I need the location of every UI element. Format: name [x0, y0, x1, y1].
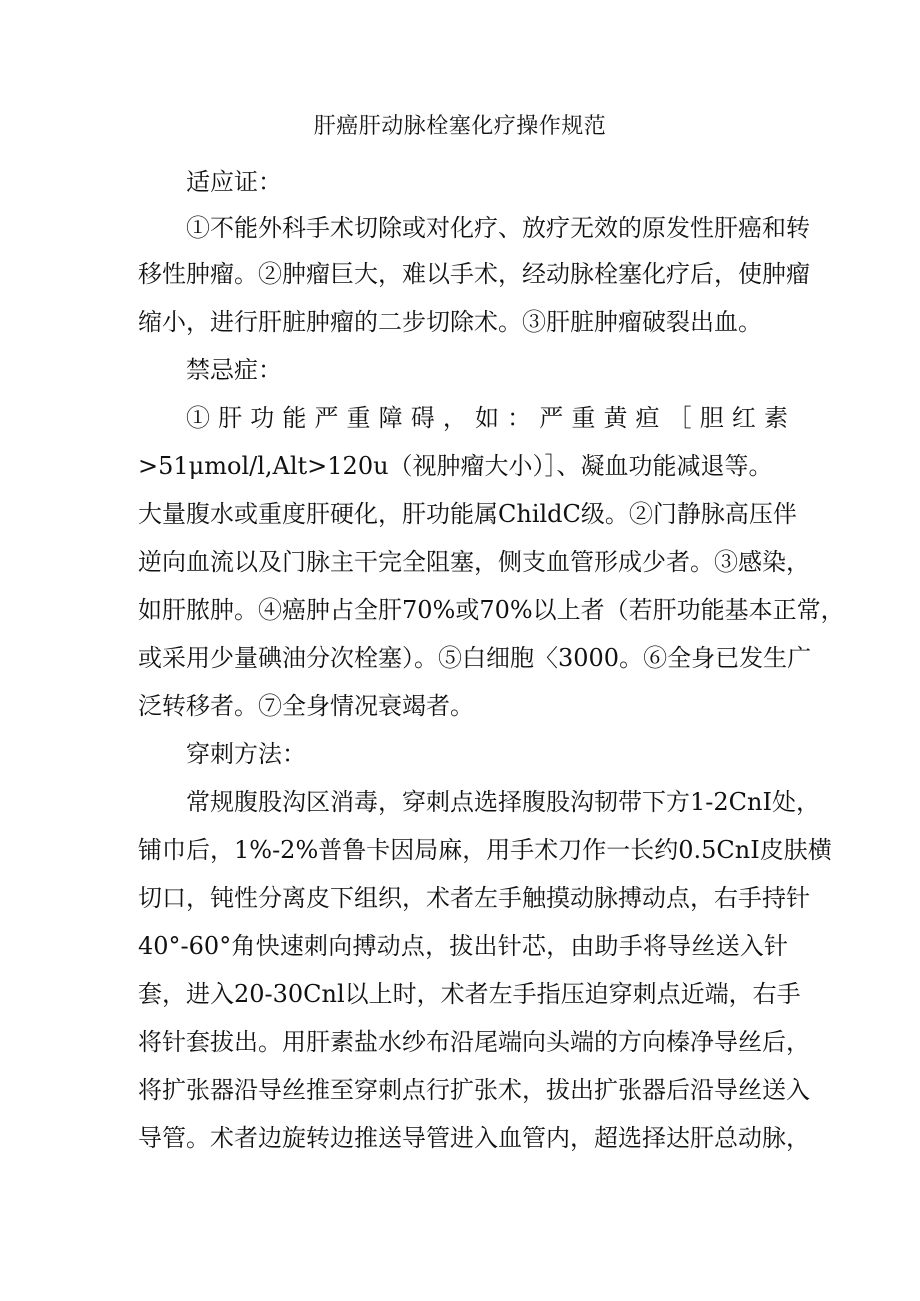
paragraph-line: 铺巾后，1%-2%普鲁卡因局麻，用手术刀作一长约0.5CnI皮肤横 [138, 836, 832, 864]
paragraph-line: 大量腹水或重度肝硬化，肝功能属ChildC级。②门静脉高压伴 [138, 500, 797, 528]
paragraph-line: 或采用少量碘油分次栓塞）。⑤白细胞〈3000。⑥全身已发生广 [138, 644, 812, 672]
section-heading-puncture-method: 穿刺方法： [186, 740, 306, 768]
paragraph-line: >51μmol/l,Alt>120u（视肿瘤大小）］、凝血功能减退等。 [138, 452, 773, 480]
paragraph-line: 泛转移者。⑦全身情况衰竭者。 [138, 692, 474, 720]
paragraph-line: 导管。术者边旋转边推送导管进入血管内，超选择达肝总动脉， [138, 1124, 810, 1152]
paragraph-line: 将针套拔出。用肝素盐水纱布沿尾端向头端的方向榛净导丝后， [138, 1028, 810, 1056]
paragraph-line: 切口，钝性分离皮下组织，术者左手触摸动脉搏动点，右手持针 [138, 884, 810, 912]
paragraph-line: 移性肿瘤。②肿瘤巨大，难以手术，经动脉栓塞化疗后，使肿瘤 [138, 260, 810, 288]
paragraph-line: 套，进入20-30Cnl以上时，术者左手指压迫穿刺点近端，右手 [138, 980, 801, 1008]
paragraph-line: 如肝脓肿。④癌肿占全肝70%或70%以上者（若肝功能基本正常， [138, 596, 845, 624]
paragraph-line: 常规腹股沟区消毒，穿刺点选择腹股沟韧带下方1-2CnI处， [186, 788, 820, 816]
paragraph-line: ①肝功能严重障碍，如：严重黄疸［胆红素 [186, 404, 788, 432]
paragraph-line: ①不能外科手术切除或对化疗、放疗无效的原发性肝癌和转 [186, 214, 810, 242]
paragraph-line: 缩小，进行肝脏肿瘤的二步切除术。③肝脏肿瘤破裂出血。 [138, 308, 762, 336]
paragraph-line: 逆向血流以及门脉主干完全阻塞，侧支血管形成少者。③感染， [138, 548, 810, 576]
document-title: 肝癌肝动脉栓塞化疗操作规范 [313, 114, 607, 139]
section-heading-indications: 适应证： [186, 168, 282, 196]
paragraph-line: 40°-60°角快速刺向搏动点，拔出针芯，由助手将导丝送入针 [138, 932, 788, 960]
section-heading-contraindications: 禁忌症： [186, 356, 282, 384]
paragraph-line: 将扩张器沿导丝推至穿刺点行扩张术，拔出扩张器后沿导丝送入 [138, 1076, 810, 1104]
